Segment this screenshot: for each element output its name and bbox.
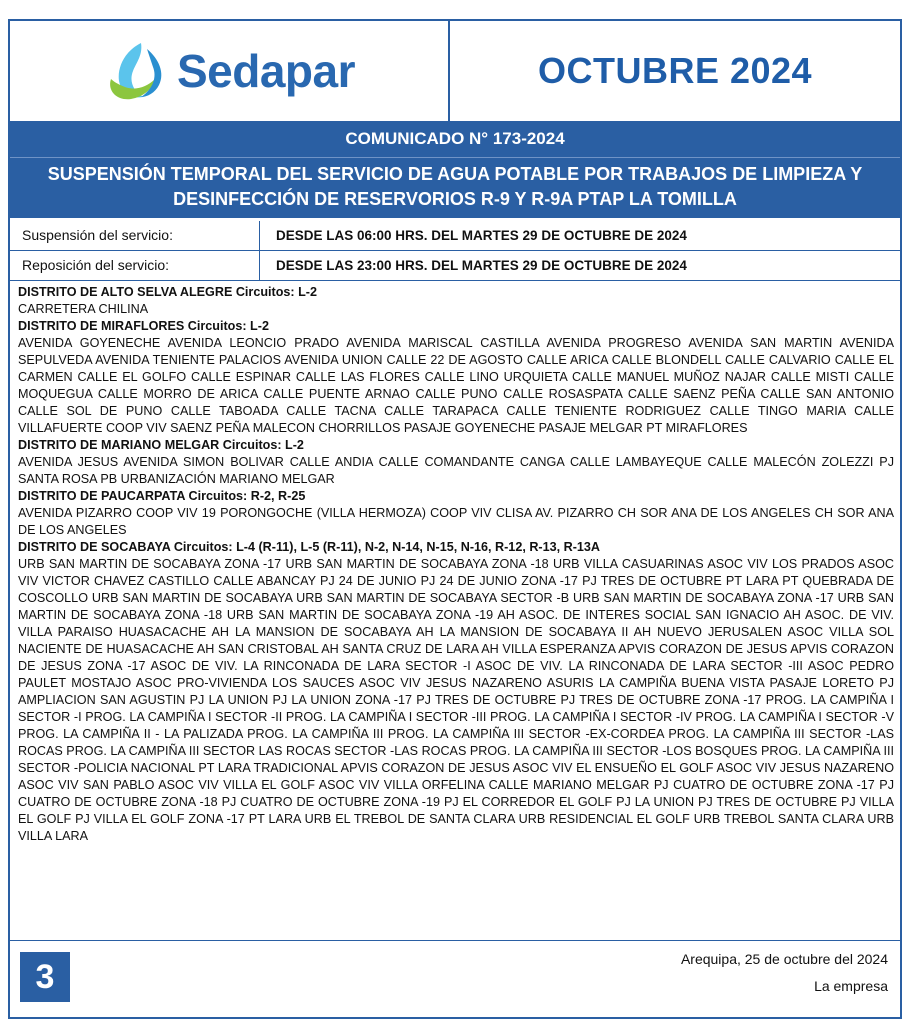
affected-areas xyxy=(18,284,894,845)
district-areas: AVENIDA JESUS AVENIDA SIMON BOLIVAR CALLE ANDIA CALLE COMANDANTE CANGA CALLE LAMBAYEQUE CALLE MALECÓN ZOLEZZI PJ SANTA ROSA PB URBANIZACIÓN MARIANO MELGAR xyxy=(18,455,894,486)
district-areas: CARRETERA CHILINA xyxy=(18,302,149,316)
district-areas: AVENIDA GOYENECHE AVENIDA LEONCIO PRADO AVENIDA MARISCAL CASTILLA AVENIDA PROGRESO AVENIDA SAN MARTIN AVENIDA SEPULVEDA AVENIDA TENIENTE PALACIOS AVENIDA UNION CALLE 22 DE AGOSTO CALLE ARICA CALLE BLONDELL CALLE CALVARIO CALLE EL CARMEN CALLE EL GOLFO CALLE ESPINAR CALLE LAS FLORES CALLE LINO URQUIETA CALLE MANUEL MUÑOZ NAJAR CALLE MISTI CALLE MOQUEGUA CALLE MORRO DE ARICA CALLE PUENTE ARNAO CALLE PUNO CALLE ROSASPATA CALLE SAENZ PEÑA CALLE SAN ANTONIO CALLE SOL DE PUNO CALLE TABOADA CALLE TACNA CALLE TARAPACA CALLE TENIENTE RODRIGUEZ CALLE TINGO MARIA CALLE VILLAFUERTE COOP VIV SAENZ PEÑA MALECON CHORRILLOS PASAJE GOYENECHE PASAJE MELGAR PT MIRAFLORES xyxy=(18,336,894,435)
schedule-row-reposition xyxy=(10,251,900,281)
comunicado-number: COMUNICADO N° 173-2024 xyxy=(10,121,900,158)
district-heading: DISTRITO DE MARIANO MELGAR Circuitos: L-2 xyxy=(18,438,304,452)
district-heading: DISTRITO DE PAUCARPATA Circuitos: R-2, R-25 xyxy=(18,489,306,503)
schedule-row-suspension xyxy=(10,221,900,251)
schedule-label: Suspensión del servicio: xyxy=(10,221,260,250)
logo-wordmark: Sedapar xyxy=(176,45,356,97)
district-heading: DISTRITO DE ALTO SELVA ALEGRE Circuitos: L-2 xyxy=(18,285,318,299)
district-areas: URB SAN MARTIN DE SOCABAYA ZONA -17 URB SAN MARTIN DE SOCABAYA ZONA -18 URB VILLA CASUARINAS ASOC VIV LOS PRADOS ASOC VIV VICTOR CHAVEZ CASTILLO CALLE ABANCAY PJ 24 DE JUNIO PJ 24 DE JUNIO ZONA -17 PJ TRES DE OCTUBRE PT LARA PT QUEBRADA DE COSCOLLO URB SAN MARTIN DE SOCABAYA URB SAN MARTIN DE SOCABAYA SECTOR -B URB SAN MARTIN DE SOCABAYA ZONA -17 URB SAN MARTIN DE SOCABAYA ZONA -18 URB SAN MARTIN DE SOCABAYA ZONA -19 AH ASOC. DE INTERES SOCIAL SAN IGNACIO AH ASOC. DE VIV. VILLA PARAISO HUASACACHE AH LA MANSION DE SOCABAYA AH LA MANSION DE SOCABAYA II AH NUEVO JERUSALEN ASOC VILLA SOL NACIENTE DE HUASACACHE AH SAN CRISTOBAL AH SANTA CRUZ DE LARA AH VILLA ESPERANZA APVIS CORAZON DE JESUS APVIS CORAZON DE JESUS ZONA -17 ASOC DE VIV. LA RINCONADA DE LARA SECTOR -I ASOC DE VIV. LA RINCONADA DE LARA SECTOR -III ASOC PEDRO PAULET MOSTAJO ASOC PRO-VIVIENDA LOS SAUCES ASOC VIV JESUS NAZARENO ASURIS LA CAMPIÑA BUENA VISTA PASAJE LORETO PJ AMPLIACION SAN AGUSTIN PJ LA UNION PJ LA UNION ZONA -17 PJ TRES DE OCTUBRE PJ TRES DE OCTUBRE ZONA -17 PROG. LA CAMPIÑA I SECTOR -I PROG. LA CAMPIÑA I SECTOR -II PROG. LA CAMPIÑA I SECTOR -III PROG. LA CAMPIÑA I SECTOR -IV PROG. LA CAMPIÑA I SECTOR -V PROG. LA CAMPIÑA II - LA PALIZADA PROG. LA CAMPIÑA III PROG. LA CAMPIÑA III SECTOR -EX-CORDEA PROG. LA CAMPIÑA III SECTOR -LAS ROCAS PROG. LA CAMPIÑA III SECTOR LAS ROCAS SECTOR -LAS ROCAS PROG. LA CAMPIÑA III SECTOR -LOS BOSQUES PROG. LA CAMPIÑA III SECTOR -POLICIA NACIONAL PT LARA TRADICIONAL APVIS CORAZON DE JESUS ASOC VIV EL ENSUEÑO EL GOLF ASOC VIV JESUS NAZARENO ASOC VIV SAN PABLO ASOC VIV VILLA EL GOLF ASOC VIV VILLA ORFELINA CALLE MARIANO MELGAR PJ CUATRO DE OCTUBRE ZONA -17 PJ CUATRO DE OCTUBRE ZONA -18 PJ CUATRO DE OCTUBRE ZONA -19 PJ EL CORREDOR EL GOLF PJ LA UNION PJ TRES DE OCTUBRE PJ VILLA EL GOLF PJ VILLA EL GOLF ZONA -17 PT LARA URB EL TREBOL DE SANTA CLARA URB RESIDENCIAL EL GOLF URB TREBOL SANTA CLARA URB VILLA LARA xyxy=(18,557,894,843)
month-cell xyxy=(450,21,900,121)
announcement-title: SUSPENSIÓN TEMPORAL DEL SERVICIO DE AGUA POTABLE POR TRABAJOS DE LIMPIEZA Y DESINFECCIÓN DE RESERVORIOS R-9 Y R-9A PTAP LA TOMILLA xyxy=(47,164,863,209)
footer-divider xyxy=(10,940,900,941)
schedule-value: DESDE LAS 23:00 HRS. DEL MARTES 29 DE OCTUBRE DE 2024 xyxy=(276,258,687,273)
district-areas: AVENIDA PIZARRO COOP VIV 19 PORONGOCHE (VILLA HERMOZA) COOP VIV CLISA AV. PIZARRO CH SOR ANA DE LOS ANGELES CH SOR ANA DE LOS ANGELES xyxy=(18,506,894,537)
water-drop-logo-icon xyxy=(103,39,173,103)
communique-frame xyxy=(8,19,902,1019)
schedule-value: DESDE LAS 06:00 HRS. DEL MARTES 29 DE OCTUBRE DE 2024 xyxy=(276,228,687,243)
logo-cell xyxy=(10,21,450,121)
schedule-label: Reposición del servicio: xyxy=(10,251,260,280)
announcement-banner xyxy=(10,121,900,218)
signature-date: Arequipa, 25 de octubre del 2024 xyxy=(680,951,888,967)
district-heading: DISTRITO DE MIRAFLORES Circuitos: L-2 xyxy=(18,319,269,333)
page-number-badge: 3 xyxy=(20,952,70,1002)
month-title: OCTUBRE 2024 xyxy=(537,50,813,91)
district-heading: DISTRITO DE SOCABAYA Circuitos: L-4 (R-11), L-5 (R-11), N-2, N-14, N-15, N-16, R-12, R-13, R-13A xyxy=(18,540,601,554)
schedule-table xyxy=(10,221,900,281)
header xyxy=(10,21,900,121)
sedapar-logo xyxy=(103,39,355,103)
signature-name: La empresa xyxy=(814,978,888,994)
